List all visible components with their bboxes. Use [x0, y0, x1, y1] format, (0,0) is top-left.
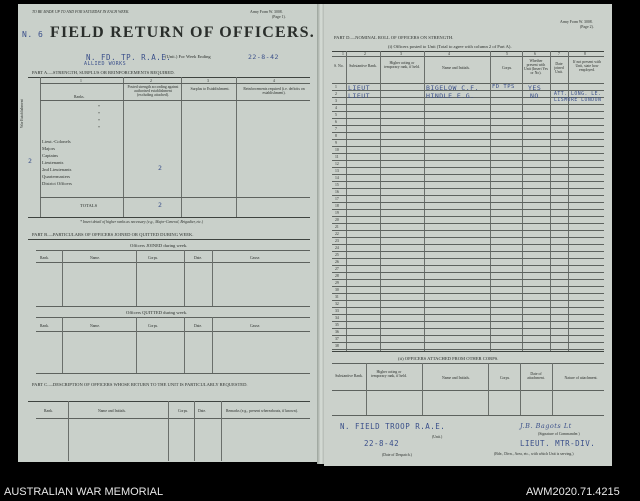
roll-row-number: 7 — [335, 127, 337, 131]
roll-row-number: 6 — [335, 120, 337, 124]
roll-row-rule — [332, 160, 604, 161]
roll-row-rule — [332, 188, 604, 189]
roll-row-rule — [332, 237, 604, 238]
quitted-header: Name. — [90, 324, 101, 328]
form-page-2 — [324, 4, 612, 466]
attached-header: Date of attachment. — [527, 372, 545, 380]
roll-row-number: 20 — [335, 218, 339, 222]
quitted-header: Date. — [194, 324, 203, 328]
roll-row-rule — [332, 258, 604, 259]
header-ranks: Ranks. — [74, 95, 85, 99]
entry-rank: LIEUT — [348, 92, 371, 100]
part-c-header: Date. — [198, 409, 207, 413]
unit-name-handwritten: N. FD. TP. R.A.E. — [86, 53, 172, 62]
roll-row-rule — [332, 307, 604, 308]
quitted-header: Rank. — [40, 324, 49, 328]
roll-row-number: 9 — [335, 141, 337, 145]
roll-row-rule — [332, 300, 604, 301]
roll-row-number: 11 — [335, 155, 339, 159]
form-page-1: TO BE MADE UP TO AND FOR SATURDAY IN EACH WEEK. Army Form W. 3008. (Page 1). N. 6 FIELD RETURN OF OFFICERS. N. FD. TP. R.A.E. (Unit.) For Week Ending 22-8-42 ALLIED WORKS PART A.—STRENGTH, SURPLUS OR REINFORCEMENTS REQUIRED. 1 2 3 4 War Establishment Ranks. Posted strength according against authorised establishment (excluding attached). Surplus to Establishment. Reinforcements required (i.e. deficits on establishment). * * * * Lieut.-Colonels Majors Captains Lieutenants 2nd Lieutenants Quartermasters District Officers 2 2 TOTALS 2 * Insert detail of higher ranks as necessary (e.g., Major-General, Brigadier, etc.) PART B.—PARTICULARS OF OFFICERS JOINED OR QUITTED DURING WEEK. Officers JOINED during week. Rank. Name. Corps. Date. Cause. Officers QUITTED during week. Rank. Name. Corps. Date. Cause. PART C.—DESCRIPTION OF OFFICERS WHOSE RETURN TO THE UNIT IS PARTICULARLY REQUESTED. Rank. Name and Initials. Corps. Date. Remarks (e.g., present whereabouts, if known). — [18, 4, 318, 462]
entry-corps: FD TPS — [492, 84, 515, 90]
totals-label: TOTALS — [80, 203, 98, 208]
roll-row-number: 18 — [335, 204, 339, 208]
col-num-2: 2 — [150, 79, 152, 83]
entry-name: BIGELOW C.F. — [426, 84, 479, 92]
joined-title: Officers JOINED during week. — [130, 243, 188, 248]
roll-row-number: 28 — [335, 274, 339, 278]
roll-row-rule — [332, 118, 604, 119]
week-ending-value: 22-8-42 — [248, 53, 279, 61]
roll-row-rule — [332, 223, 604, 224]
quitted-title: Officers QUITTED during week. — [126, 310, 188, 315]
roll-row-rule — [332, 342, 604, 343]
part-a-footnote: * Insert detail of higher ranks as necessary (e.g., Major-General, Brigadier, etc.) — [80, 220, 204, 224]
roll-row-rule — [332, 153, 604, 154]
roll-row-rule — [332, 104, 604, 105]
roll-row-number: 33 — [335, 309, 339, 313]
army-form-label: Army Form W. 3008. — [250, 10, 283, 14]
roll-row-rule — [332, 125, 604, 126]
roll-row-rule — [332, 265, 604, 266]
roll-row-rule — [332, 272, 604, 273]
roll-row-number: 31 — [335, 295, 339, 299]
rank-row-label: 2nd Lieutenants — [42, 167, 72, 172]
roll-row-rule — [332, 181, 604, 182]
roll-col-number: 5 — [506, 52, 508, 56]
roll-col-number: 8 — [584, 52, 586, 56]
rank-row-label: Majors — [42, 146, 56, 151]
signature-date-label: (Date of Despatch.) — [382, 453, 412, 457]
joined-header: Corps. — [148, 256, 159, 260]
roll-row-number: 32 — [335, 302, 339, 306]
signature-title-label: (Bde., Divn., Area, etc., with which Unit is serving.) — [494, 452, 574, 456]
roll-row-number: 10 — [335, 148, 339, 152]
roll-row-number: 13 — [335, 169, 339, 173]
rank-row-label: Lieut.-Colonels — [42, 139, 71, 144]
totals-value: 2 — [158, 201, 163, 209]
attached-header: Higher acting or temporary rank, if held. — [371, 370, 407, 378]
roll-row-number: 14 — [335, 176, 339, 180]
roll-col-number: 7 — [558, 52, 560, 56]
signature-unit-label: (Unit.) — [432, 435, 443, 439]
roll-row-rule — [332, 174, 604, 175]
roll-header: Date joined Unit. — [554, 62, 564, 74]
roll-row-rule — [332, 195, 604, 196]
signature-commander-label: (Signature of Commander.) — [538, 432, 580, 436]
entry-employed: ATT. LONG. LE. LISMORE LONDON — [554, 92, 602, 103]
entry-present: YES — [528, 84, 542, 92]
part-c-header: Remarks (e.g., present whereabouts, if known). — [226, 409, 298, 413]
roll-row-number: 30 — [335, 288, 339, 292]
roll-row-number: 25 — [335, 253, 339, 257]
top-note: TO BE MADE UP TO AND FOR SATURDAY IN EACH WEEK. — [32, 10, 130, 14]
roll-row-rule — [332, 202, 604, 203]
rank-row-label: Captains — [42, 153, 59, 158]
roll-header: Corps. — [501, 66, 513, 70]
entry-name: HINDLE E.G. — [426, 92, 475, 100]
roll-row-number: 21 — [335, 225, 339, 229]
handwritten-corner-mark: N. 6 — [22, 30, 44, 39]
roll-header: Name and Initials. — [442, 66, 470, 70]
header-posted-strength: Posted strength according against authorised establishment (excluding attached). — [127, 85, 179, 97]
roll-row-number: 4 — [335, 106, 337, 110]
roll-row-rule — [332, 111, 604, 112]
roll-row-rule — [332, 251, 604, 252]
col-num-4: 4 — [273, 79, 275, 83]
quitted-header: Corps. — [148, 324, 159, 328]
part-c-header: Rank. — [44, 409, 53, 413]
entry-rank: LIEUT — [348, 84, 371, 92]
section-i-title: (i) Officers posted to Unit (Total to agree with column 2 of Part A). — [388, 44, 512, 49]
roll-row-number: 2 — [335, 92, 337, 96]
posted-handwritten-value: 2 — [158, 164, 163, 172]
roll-row-number: 12 — [335, 162, 339, 166]
page-label-2: (Page 2). — [580, 25, 594, 29]
joined-header: Cause. — [250, 256, 261, 260]
attached-header: Corps. — [499, 376, 511, 380]
unit-subline-handwritten: ALLIED WORKS — [84, 61, 127, 67]
caption-institution: AUSTRALIAN WAR MEMORIAL — [4, 486, 164, 498]
form-title: FIELD RETURN OF OFFICERS. — [50, 24, 315, 41]
roll-row-number: 36 — [335, 330, 339, 334]
signature-title-handwritten: LIEUT. MTR-DIV. — [520, 439, 596, 448]
roll-row-number: 23 — [335, 239, 339, 243]
joined-header: Rank. — [40, 256, 49, 260]
side-label-establishment: War Establishment — [20, 99, 24, 128]
commander-signature: J.B. Bagots Lt — [520, 422, 572, 430]
roll-col-number: 3 — [400, 52, 402, 56]
roll-row-rule — [332, 335, 604, 336]
roll-col-number: 2 — [364, 52, 366, 56]
roll-col-number: 4 — [448, 52, 450, 56]
roll-row-rule — [332, 286, 604, 287]
roll-row-rule — [332, 132, 604, 133]
roll-header: If not present with Unit, state how employed. — [573, 60, 601, 72]
part-d-title: PART D.—NOMINAL ROLL OF OFFICERS ON STRENGTH. — [334, 35, 454, 40]
roll-col-number: 1 — [342, 52, 344, 56]
roll-row-rule — [332, 244, 604, 245]
roll-col-number: 6 — [534, 52, 536, 56]
part-c-header: Name and Initials. — [98, 409, 126, 413]
roll-row-number: 16 — [335, 190, 339, 194]
roll-row-number: 3 — [335, 99, 337, 103]
entry-present: NO — [530, 92, 539, 100]
attached-header: Name and Initials. — [442, 376, 470, 380]
roll-row-rule — [332, 230, 604, 231]
joined-header: Date. — [194, 256, 203, 260]
header-surplus: Surplus to Establishment. — [190, 87, 230, 91]
unit-label: (Unit.) For Week Ending — [165, 54, 211, 59]
roll-row-number: 37 — [335, 337, 339, 341]
roll-header: Higher acting or temporary rank, if held. — [384, 61, 420, 69]
roll-row-rule — [332, 139, 604, 140]
roll-header: S. No. — [334, 64, 344, 68]
roll-row-number: 15 — [335, 183, 339, 187]
roll-row-number: 34 — [335, 316, 339, 320]
col-num-1: 1 — [80, 79, 82, 83]
quitted-header: Cause. — [250, 324, 261, 328]
roll-row-rule — [332, 209, 604, 210]
rank-row-label: Lieutenants — [42, 160, 64, 165]
roll-row-number: 24 — [335, 246, 339, 250]
roll-row-number: 1 — [335, 85, 337, 89]
roll-row-number: 5 — [335, 113, 337, 117]
part-c-header: Corps. — [178, 409, 189, 413]
part-c-title: PART C.—DESCRIPTION OF OFFICERS WHOSE RETURN TO THE UNIT IS PARTICULARLY REQUESTED. — [32, 382, 248, 387]
col-num-3: 3 — [207, 79, 209, 83]
roll-header: Substantive Rank. — [349, 64, 377, 68]
part-a-title: PART A.—STRENGTH, SURPLUS OR REINFORCEMENTS REQUIRED. — [32, 70, 175, 75]
attached-header: Nature of attachment. — [564, 376, 598, 380]
roll-row-rule — [332, 167, 604, 168]
roll-row-rule — [332, 314, 604, 315]
caption-accession-number: AWM2020.71.4215 — [526, 486, 620, 498]
roll-row-number: 19 — [335, 211, 339, 215]
part-b-title: PART B.—PARTICULARS OF OFFICERS JOINED OR QUITTED DURING WEEK. — [32, 232, 194, 237]
signature-unit-handwritten: N. FIELD TROOP R.A.E. — [340, 422, 446, 431]
attached-header: Substantive Rank. — [335, 374, 363, 378]
header-reinforcements: Reinforcements required (i.e. deficits on establishment). — [243, 87, 305, 95]
roll-row-number: 38 — [335, 344, 339, 348]
rank-handwritten-value: 2 — [28, 157, 33, 165]
roll-row-number: 22 — [335, 232, 339, 236]
roll-row-number: 8 — [335, 134, 337, 138]
rank-row-label: District Officers — [42, 181, 72, 186]
section-ii-title: (ii) OFFICERS ATTACHED FROM OTHER CORPS. — [398, 356, 499, 361]
roll-row-rule — [332, 146, 604, 147]
roll-row-number: 26 — [335, 260, 339, 264]
page-label: (Page 1). — [272, 15, 286, 19]
roll-row-rule — [332, 293, 604, 294]
rank-row-label: Quartermasters — [42, 174, 71, 179]
roll-row-number: 17 — [335, 197, 339, 201]
roll-row-rule — [332, 321, 604, 322]
roll-row-number: 35 — [335, 323, 339, 327]
roll-row-number: 29 — [335, 281, 339, 285]
signature-date-handwritten: 22-8-42 — [364, 439, 400, 448]
roll-row-rule — [332, 279, 604, 280]
joined-header: Name. — [90, 256, 101, 260]
roll-row-number: 27 — [335, 267, 339, 271]
roll-row-rule — [332, 216, 604, 217]
roll-header: Whether present with Unit (Insert Yes or No). — [524, 59, 548, 75]
roll-row-rule — [332, 349, 604, 350]
army-form-label-2: Army Form W. 3008. — [560, 20, 593, 24]
roll-row-rule — [332, 328, 604, 329]
